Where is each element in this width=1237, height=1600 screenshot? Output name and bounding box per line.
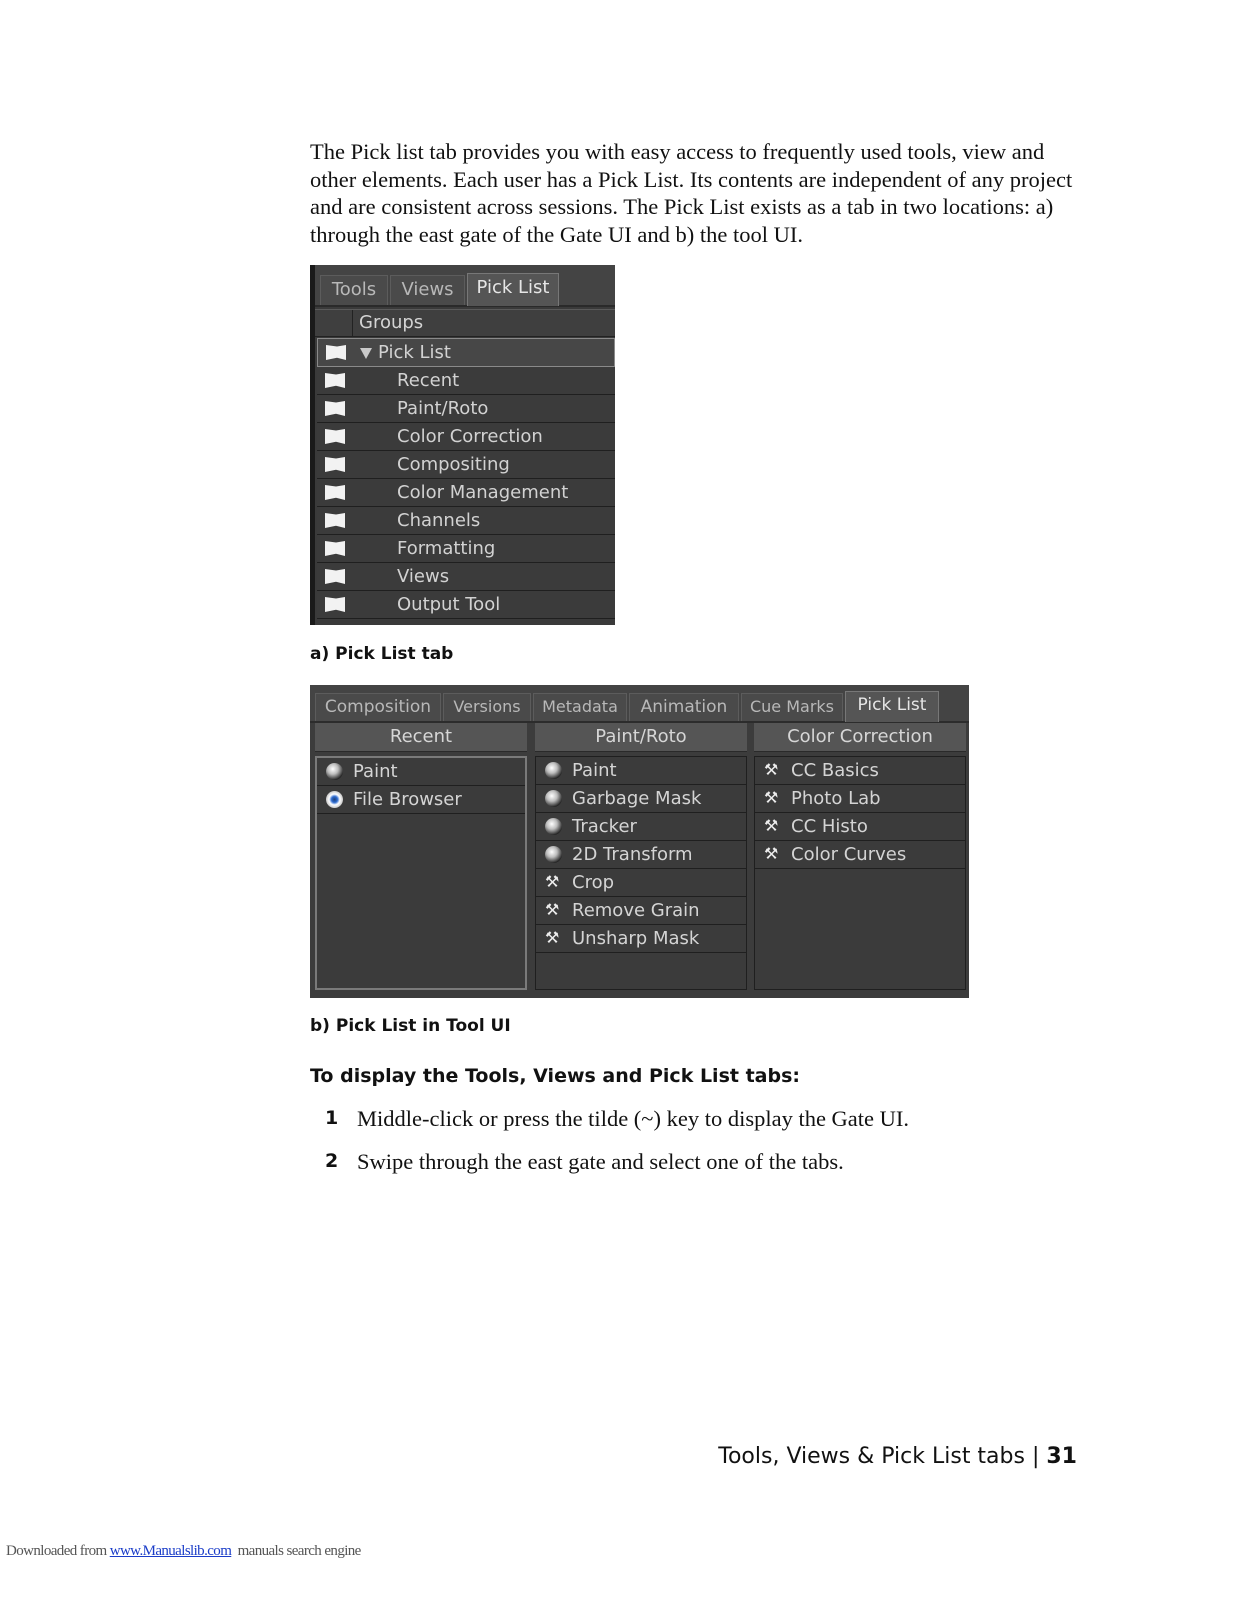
tab-tools[interactable]: Tools [320, 275, 388, 305]
list-item-label: Color Curves [791, 844, 907, 865]
list-item-label: Crop [572, 872, 615, 893]
tab-views[interactable]: Views [390, 275, 465, 305]
manualslib-link[interactable]: www.Manualslib.com [109, 1543, 232, 1559]
list-item[interactable] [536, 897, 746, 925]
tree-item[interactable] [317, 535, 615, 563]
tool-ui-pick-list-figure [310, 685, 969, 998]
folder-icon [325, 457, 345, 472]
tab-metadata[interactable]: Metadata [533, 693, 627, 721]
list-item[interactable] [755, 841, 965, 869]
list-item-label: 2D Transform [572, 844, 693, 865]
tree-item[interactable] [317, 367, 615, 395]
sphere-icon [545, 790, 562, 807]
list-item[interactable] [536, 813, 746, 841]
list-item[interactable] [536, 925, 746, 953]
tree-item-label: Compositing [397, 454, 510, 475]
tool-icon: ⚒ [545, 872, 560, 891]
column-list [315, 756, 527, 990]
tool-icon: ⚒ [764, 844, 779, 863]
tab-cue-marks[interactable]: Cue Marks [741, 693, 843, 721]
figure-caption-a: a) Pick List tab [310, 644, 454, 664]
tab-bar [315, 265, 615, 307]
watermark-prefix: Downloaded from [6, 1543, 110, 1559]
list-item-label: Tracker [572, 816, 637, 837]
intro-paragraph: The Pick list tab provides you with easy access to frequently used tools, view and other elements. Each user has a Pick List. Its contents are independent of any project and are consistent across sessions. The Pick List exists as a tab in two locations: a) through the east gate of the Gate UI and b) the tool UI. [310, 139, 1073, 247]
tree-item[interactable] [317, 591, 615, 619]
step-number: 1 [325, 1107, 339, 1129]
folder-icon [325, 597, 345, 612]
list-item-label: Paint [572, 760, 617, 781]
sphere-icon [326, 763, 343, 780]
folder-icon [325, 373, 345, 388]
page-footer [718, 1444, 1077, 1469]
sphere-icon [545, 846, 562, 863]
column-list [754, 756, 966, 990]
sphere-icon [545, 818, 562, 835]
list-item-label: Remove Grain [572, 900, 700, 921]
list-item-label: Paint [353, 761, 398, 782]
column-header: Color Correction [754, 723, 966, 752]
pick-list-panel-figure [310, 265, 615, 625]
column-header: Recent [315, 723, 527, 752]
tree-item-label: Paint/Roto [397, 398, 489, 419]
tab-bar [310, 685, 969, 723]
list-item[interactable] [317, 786, 525, 814]
tree-item-label: Formatting [397, 538, 496, 559]
folder-icon [325, 541, 345, 556]
figure-caption-b: b) Pick List in Tool UI [310, 1016, 511, 1036]
page-number: 31 [1046, 1444, 1077, 1469]
column-color-correction [754, 723, 966, 990]
tree-item[interactable] [317, 563, 615, 591]
list-item[interactable] [755, 757, 965, 785]
tree-item-label: Color Correction [397, 426, 543, 447]
list-item[interactable] [755, 813, 965, 841]
groups-header-label: Groups [352, 310, 615, 336]
folder-icon [326, 345, 346, 360]
list-item[interactable] [317, 758, 525, 786]
column-list [535, 756, 747, 990]
list-item-label: Unsharp Mask [572, 928, 700, 949]
tree-item[interactable] [317, 395, 615, 423]
tool-icon: ⚒ [545, 928, 560, 947]
tree-item-label: Channels [397, 510, 481, 531]
tool-icon: ⚒ [764, 788, 779, 807]
folder-icon [325, 513, 345, 528]
list-item-label: File Browser [353, 789, 462, 810]
tree-item-label: Output Tool [397, 594, 501, 615]
tree-item-label: Views [397, 566, 450, 587]
step-text: Middle-click or press the tilde (~) key to display the Gate UI. [357, 1106, 910, 1131]
tab-pick-list[interactable]: Pick List [845, 691, 939, 722]
tab-pick-list[interactable]: Pick List [467, 273, 559, 306]
list-item-label: Garbage Mask [572, 788, 702, 809]
tree-item[interactable] [317, 507, 615, 535]
tree-item[interactable] [317, 423, 615, 451]
tool-icon: ⚒ [764, 760, 779, 779]
tab-versions[interactable]: Versions [443, 693, 531, 721]
list-item-label: CC Histo [791, 816, 868, 837]
folder-icon [325, 485, 345, 500]
step-text: Swipe through the east gate and select one of the tabs. [357, 1149, 844, 1174]
tree-item-label: Pick List [378, 342, 451, 363]
list-item-label: Photo Lab [791, 788, 881, 809]
list-item[interactable] [536, 757, 746, 785]
list-item[interactable] [536, 841, 746, 869]
tree-item-label: Recent [397, 370, 460, 391]
tree-item[interactable] [317, 451, 615, 479]
tab-animation[interactable]: Animation [629, 693, 739, 721]
tool-icon: ⚒ [764, 816, 779, 835]
tool-icon: ⚒ [545, 900, 560, 919]
list-item-label: CC Basics [791, 760, 879, 781]
expand-triangle-icon[interactable] [360, 348, 372, 359]
tab-composition[interactable]: Composition [315, 693, 441, 721]
eye-sphere-icon [326, 791, 343, 808]
folder-icon [325, 429, 345, 444]
column-header: Paint/Roto [535, 723, 747, 752]
tree-item-pick-list[interactable] [317, 338, 615, 367]
list-item[interactable] [755, 785, 965, 813]
download-watermark [6, 1543, 361, 1560]
procedure-heading: To display the Tools, Views and Pick List tabs: [310, 1065, 800, 1087]
sphere-icon [545, 762, 562, 779]
list-item[interactable] [536, 869, 746, 897]
groups-header [315, 309, 615, 337]
folder-icon [325, 569, 345, 584]
column-recent [315, 723, 527, 990]
footer-section-title: Tools, Views & Pick List tabs | [718, 1444, 1047, 1469]
folder-icon [325, 401, 345, 416]
tree-item[interactable] [317, 479, 615, 507]
list-item[interactable] [536, 785, 746, 813]
watermark-suffix: manuals search engine [231, 1543, 361, 1559]
step-number: 2 [325, 1150, 339, 1172]
column-paint-roto [535, 723, 747, 990]
tree-item-label: Color Management [397, 482, 569, 503]
